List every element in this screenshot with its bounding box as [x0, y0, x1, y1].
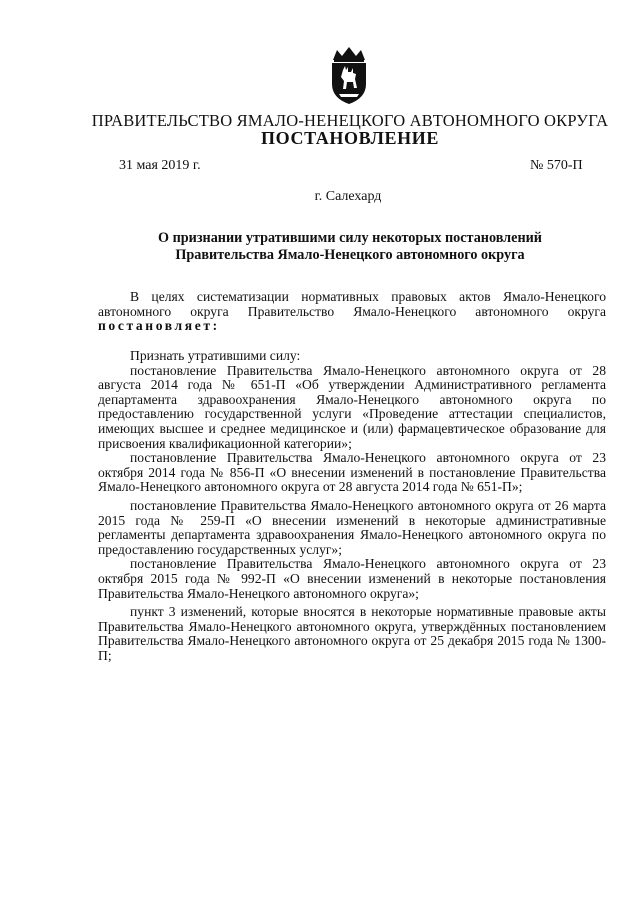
document-number: № 570-П: [530, 158, 583, 173]
decree-word: постановляет:: [98, 318, 220, 334]
preamble-text: В целях систематизации нормативных правовых актов Ямало-Ненецкого автономного округа Правительство Ямало-Ненецкого автономного округа: [98, 289, 606, 319]
government-title: ПРАВИТЕЛЬСТВО ЯМАЛО-НЕНЕЦКОГО АВТОНОМНОГО ОКРУГА: [91, 111, 609, 130]
decree-item: постановление Правительства Ямало-Ненецкого автономного округа от 26 марта 2015 года № 259-П «О внесении изменений в некоторые административные регламенты департамента здравоохранения Ямало-Ненецкого автономного округа по предоставлению государственных услуг»;: [98, 497, 606, 557]
decree-item: постановление Правительства Ямало-Ненецкого автономного округа от 23 октября 2014 года № 856-П «О внесении изменений в постановление Правительства Ямало-Ненецкого автономного округа от 28 августа 2014 года № 651-П»;: [98, 450, 606, 495]
subject-line-2: Правительства Ямало-Ненецкого автономного округа: [175, 247, 525, 263]
document-city: г. Салехард: [314, 189, 382, 204]
decree-intro: Признать утратившими силу:: [130, 348, 301, 363]
decree-item: пункт 3 изменений, которые вносятся в некоторые нормативные правовые акты Правительства Ямало-Ненецкого автономного округа, утверждённых постановлением Правительства Ямало-Ненецкого автономного округа от 25 декабря 2015 года № 1300-П;: [98, 604, 606, 663]
coat-of-arms-icon: [327, 46, 371, 106]
preamble: [98, 290, 606, 334]
subject-line-1: О признании утратившими силу некоторых постановлений: [158, 230, 542, 246]
document-subject: [100, 230, 600, 264]
decree-body: [98, 349, 606, 663]
decree-item: постановление Правительства Ямало-Ненецкого автономного округа от 23 октября 2015 года № 992-П «О внесении изменений в некоторые постановления Правительства Ямало-Ненецкого автономного округа»;: [98, 556, 606, 601]
document-date: 31 мая 2019 г.: [119, 158, 201, 173]
document-type-title: ПОСТАНОВЛЕНИЕ: [261, 128, 439, 148]
decree-item: постановление Правительства Ямало-Ненецкого автономного округа от 28 августа 2014 года № 651-П «Об утверждении Административного регламента департамента здравоохранения Ямало-Ненецкого автономного округа по предоставлению государственной услуги «Проведение аттестации специалистов, имеющих высшее и среднее медицинское и (или) фармацевтическое образование для присвоения квалификационной категории»;: [98, 362, 606, 451]
